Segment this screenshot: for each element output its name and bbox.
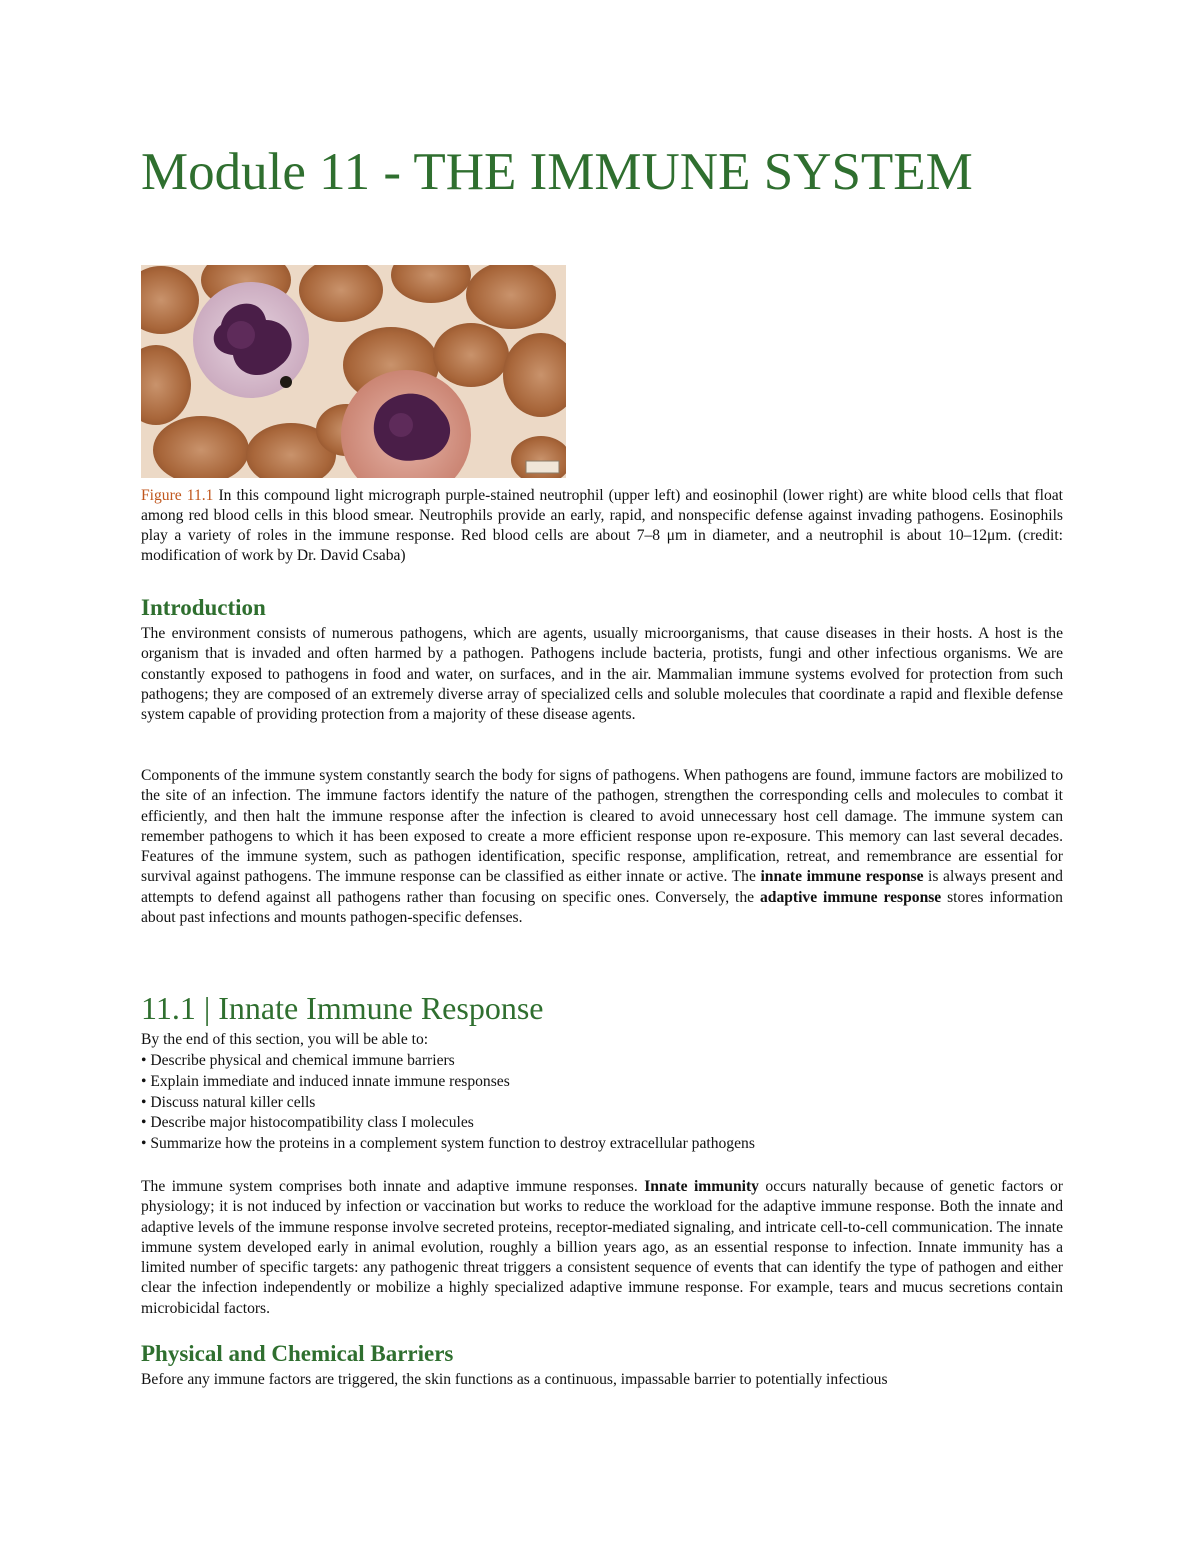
physical-barriers-heading: Physical and Chemical Barriers <box>141 1341 454 1366</box>
innate-immunity-paragraph <box>141 1177 1063 1319</box>
physical-barriers-paragraph: Before any immune factors are triggered, the skin functions as a continuous, impassable barrier to potentially infectious <box>141 1371 888 1388</box>
innate-p1-text-b: occurs naturally because of genetic factors or physiology; it is not induced by infection or vaccination but works to reduce the workload for the adaptive immune response. Both the innate and adaptive levels of the immune response involve secreted proteins, receptor-mediated signaling, and intricate cell-to-cell communication. The innate immune system developed early in animal evolution, roughly a billion years ago, as an essential response to infection. Innate immunity has a limited number of specific targets: any pathogenic threat triggers a consistent sequence of events that can identify the type of pathogen and either clear the infection independently or mobilize a highly specialized adaptive immune response. For example, tears and mucus secretions contain microbicidal factors. <box>141 1178 1063 1317</box>
objective-item: • Discuss natural killer cells <box>141 1093 1063 1114</box>
objective-item: • Explain immediate and induced innate immune responses <box>141 1072 1063 1093</box>
innate-immunity-term: Innate immunity <box>644 1178 759 1195</box>
intro-p2-text-a: Components of the immune system constantly search the body for signs of pathogens. When pathogens are found, immune factors are mobilized to the site of an infection. The immune factors identify the nature of the pathogen, strengthen the corresponding cells and molecules to combat it efficiently, and then halt the immune response after the infection is cleared to avoid unnecessary host cell damage. The immune system can remember pathogens to which it has been exposed to create a more efficient response upon re-exposure. This memory can last several decades. Features of the immune system, such as pathogen identification, specific response, amplification, retreat, and remembrance are essential for survival against pathogens. The immune response can be classified as either innate or active. The <box>141 767 1063 886</box>
micrograph-image <box>141 265 566 478</box>
adaptive-immune-response-term: adaptive immune response <box>759 888 942 906</box>
figure-label: Figure 11.1 <box>141 487 214 504</box>
objectives-lead: By the end of this section, you will be able to: <box>141 1031 429 1048</box>
intro-p2-text-c: stores information about past infections and mounts pathogen-specific defenses. <box>141 888 1063 927</box>
objective-item: • Summarize how the proteins in a complement system function to destroy extracellular pathogens <box>141 1134 1063 1155</box>
introduction-heading: Introduction <box>141 595 266 620</box>
section-11-1-heading: 11.1 | Innate Immune Response <box>141 990 544 1026</box>
page-title: Module 11 - THE IMMUNE SYSTEM <box>141 143 973 201</box>
objective-item: • Describe major histocompatibility class I molecules <box>141 1113 1063 1134</box>
blood-smear-illustration <box>141 265 566 478</box>
introduction-paragraph-2 <box>141 766 1063 928</box>
innate-p1-text-a: The immune system comprises both innate and adaptive immune responses. <box>141 1178 645 1195</box>
innate-immune-response-term: innate immune response <box>760 868 924 886</box>
objectives-list <box>141 1051 1063 1155</box>
introduction-paragraph-1: The environment consists of numerous pathogens, which are agents, usually microorganisms, that cause diseases in their hosts. A host is the organism that is invaded and often harmed by a pathogen. Pathogens include bacteria, protists, fungi and other infectious organisms. We are constantly exposed to pathogens in food and water, on surfaces, and in the air. Mammalian immune systems evolved for protection from such pathogens; they are composed of an extremely diverse array of specialized cells and soluble molecules that coordinate a rapid and flexible defense system capable of providing protection from a majority of these disease agents. <box>141 625 1063 724</box>
intro-p2-text-b: is always present and attempts to defend against all pathogens rather than focusing on specific ones. Conversely, the <box>141 868 1063 906</box>
figure-caption <box>141 486 1063 566</box>
figure-caption-text: In this compound light micrograph purple-stained neutrophil (upper left) and eosinophil (lower right) are white blood cells that float among red blood cells in this blood smear. Neutrophils provide an early, rapid, and nonspecific defense against invading pathogens. Eosinophils play a variety of roles in the immune response. Red blood cells are about 7–8 μm in diameter, and a neutrophil is about 10–12μm. (credit: modification of work by Dr. David Csaba) <box>141 487 1063 564</box>
objective-item: • Describe physical and chemical immune barriers <box>141 1051 1063 1072</box>
